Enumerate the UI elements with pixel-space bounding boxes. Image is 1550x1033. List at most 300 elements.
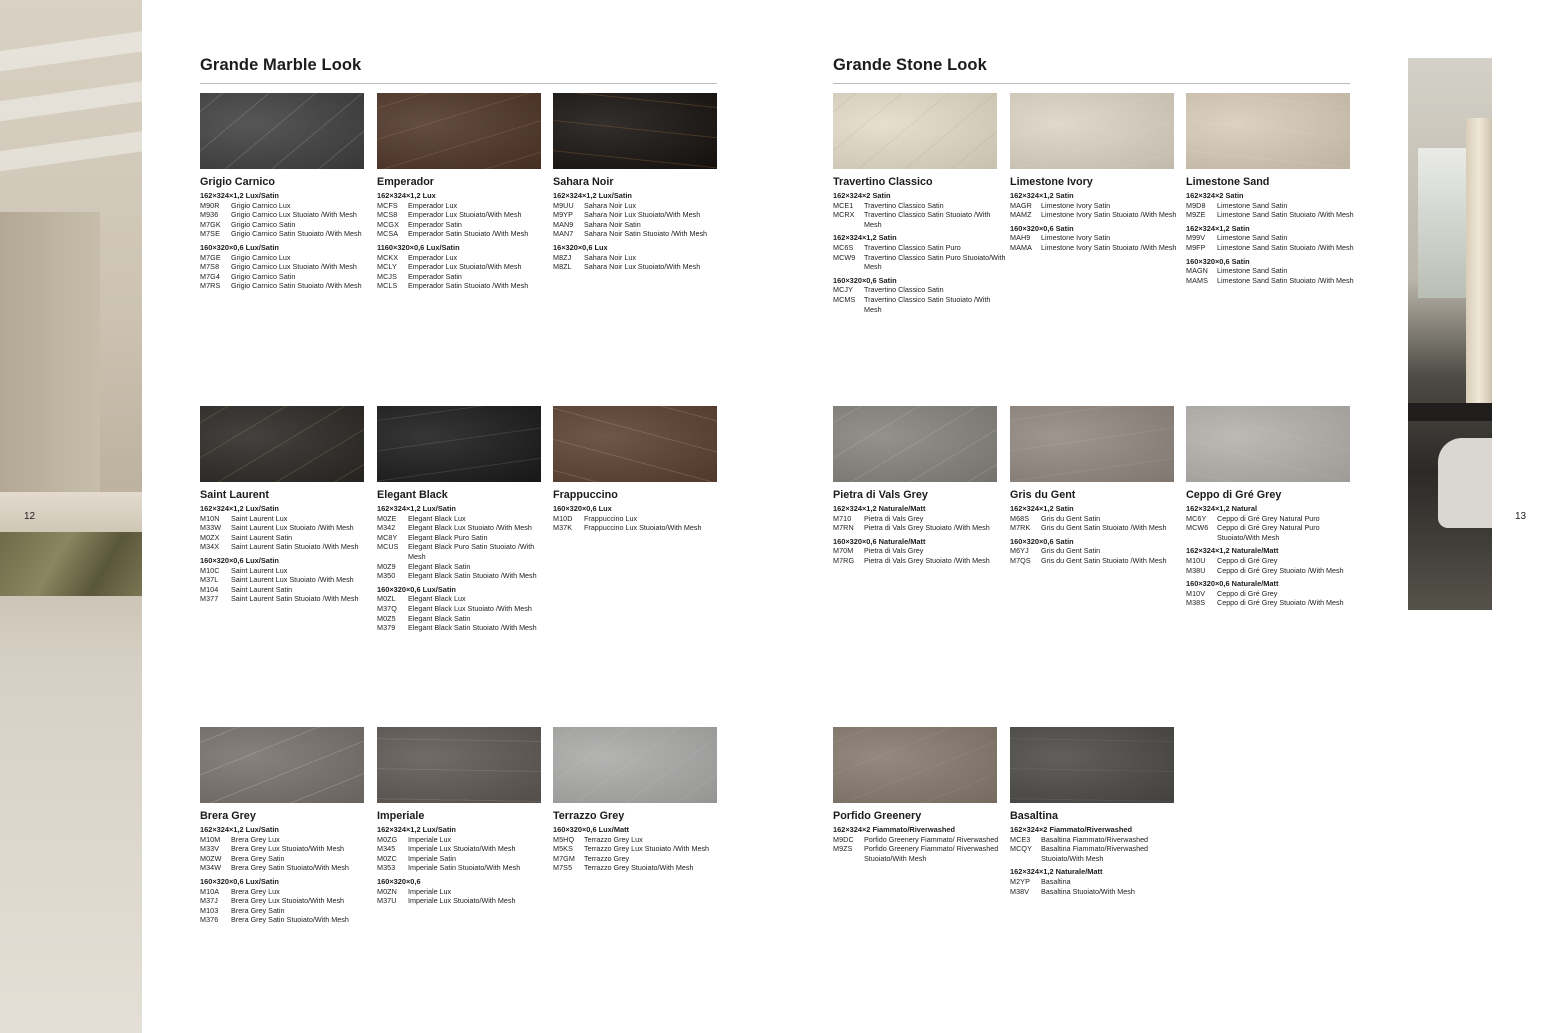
- product-code-row: [1186, 243, 1362, 253]
- product-description: Basaltina Fiammato/Riverwashed Stuoiato/With Mesh: [1041, 844, 1149, 863]
- product-name: Saint Laurent: [200, 489, 269, 501]
- product-code: M5HQ: [553, 834, 575, 844]
- product-code: MCE1: [833, 200, 854, 210]
- product-description: Emperador Lux Stuoiato/With Mesh: [408, 210, 522, 220]
- product-code: M0ZC: [377, 853, 397, 863]
- product-code: MCMS: [833, 294, 856, 304]
- product-code-row: [833, 556, 1009, 566]
- product-code: M7RS: [200, 281, 221, 291]
- product-code-row: [200, 906, 376, 916]
- dining-table: [1408, 403, 1492, 421]
- product-description: Grigio Carnico Satin Stuoiato /With Mesh: [231, 229, 362, 239]
- product-description: Saint Laurent Lux: [231, 565, 288, 575]
- product-code-row: [553, 854, 729, 864]
- product-swatch: [377, 727, 541, 803]
- product-code-row: [833, 523, 1009, 533]
- product-description: Emperador Lux: [408, 252, 458, 262]
- product-description: Brera Grey Satin: [231, 853, 285, 863]
- product-info: [377, 809, 553, 906]
- product-code-row: [200, 281, 376, 291]
- product-description: Brera Grey Satin Stuoiato/With Mesh: [231, 915, 349, 925]
- product-description: Saint Laurent Lux Stuoiato /With Mesh: [231, 575, 354, 585]
- product-code-row: [833, 844, 1009, 863]
- product-description: Elegant Black Lux Stuoiato /With Mesh: [408, 523, 532, 533]
- product-code-row: [553, 253, 729, 263]
- format-heading: 162×324×1,2 Lux/Satin: [200, 191, 279, 200]
- product-info: [1186, 175, 1362, 285]
- product-code-row: [833, 210, 1009, 229]
- product-description: Elegant Black Puro Satin: [408, 532, 488, 542]
- product-code-row: [1186, 201, 1362, 211]
- product-code-row: [1010, 844, 1186, 863]
- product-description: Imperiale Lux: [408, 834, 452, 844]
- format-heading: 160×320×0,6 Naturale/Matt: [833, 536, 926, 546]
- product-description: Emperador Satin Stuoiato /With Mesh: [408, 229, 529, 239]
- product-description: Gris du Gent Satin Stuoiato /With Mesh: [1041, 523, 1167, 533]
- product-code: M9YP: [553, 210, 573, 220]
- product-description: Grigio Carnico Lux Stuoiato /With Mesh: [231, 210, 357, 220]
- product-code-row: [200, 253, 376, 263]
- product-code: MCE3: [1010, 834, 1031, 844]
- product-code: MAN7: [553, 229, 574, 239]
- product-description: Saint Laurent Lux Stuoiato /With Mesh: [231, 523, 354, 533]
- product-code: M37U: [377, 896, 397, 906]
- product-code-row: [377, 272, 553, 282]
- product-code-row: [377, 887, 553, 897]
- format-heading: 160×320×0,6 Lux/Matt: [553, 825, 630, 834]
- product-description: Grigio Carnico Lux: [231, 200, 291, 210]
- product-code-row: [833, 835, 1009, 845]
- format-heading: 162×324×1,2 Lux/Satin: [200, 504, 279, 513]
- product-code-row: [200, 566, 376, 576]
- product-code: MCS8: [377, 210, 398, 220]
- product-code-row: [553, 863, 729, 873]
- product-code-row: [553, 220, 729, 230]
- product-code: M7GE: [200, 252, 221, 262]
- product-description: Brera Grey Lux Stuoiato/With Mesh: [231, 896, 345, 906]
- format-heading: 160×320×0,6: [377, 876, 421, 886]
- product-swatch: [200, 406, 364, 482]
- product-name: Porfido Greenery: [833, 810, 922, 822]
- product-code-row: [833, 243, 1009, 253]
- product-code-row: [377, 896, 553, 906]
- product-description: Gris du Gent Satin: [1041, 513, 1101, 523]
- product-swatch: [1010, 93, 1174, 169]
- product-code: M7QS: [1010, 555, 1031, 565]
- product-description: Brera Grey Satin: [231, 905, 285, 915]
- product-description: Elegant Black Puro Satin Stuoiato /With Mesh: [408, 542, 535, 561]
- product-description: Brera Grey Lux: [231, 834, 280, 844]
- marble-counter-front: [0, 532, 142, 596]
- ceiling-slat: [0, 76, 142, 124]
- product-code: M0Z9: [377, 561, 396, 571]
- product-code-row: [200, 835, 376, 845]
- section-divider-stone: [833, 83, 1350, 84]
- product-code: M37Q: [377, 603, 397, 613]
- product-code: MCRX: [833, 210, 855, 220]
- page-number-right: 13: [1515, 511, 1527, 522]
- product-description: Grigio Carnico Satin: [231, 271, 296, 281]
- product-code: MCKX: [377, 252, 399, 262]
- format-heading: 160×320×0,6 Satin: [1010, 536, 1074, 546]
- product-code: MAGR: [1010, 200, 1032, 210]
- product-info: [833, 809, 1009, 863]
- format-heading: 160×320×0,6 Naturale/Matt: [1186, 579, 1279, 589]
- product-code: MC6S: [833, 242, 854, 252]
- product-info: [200, 488, 376, 604]
- product-swatch: [553, 406, 717, 482]
- product-code-row: [200, 863, 376, 873]
- product-code-row: [833, 514, 1009, 524]
- product-info: [377, 175, 553, 291]
- product-description: Elegant Black Satin Stuoiato /With Mesh: [408, 571, 537, 581]
- product-name: Basaltina: [1010, 810, 1059, 822]
- ceiling-slat: [0, 26, 142, 74]
- product-code-row: [377, 533, 553, 543]
- product-description: Elegant Black Satin: [408, 561, 471, 571]
- product-code: MCLY: [377, 262, 397, 272]
- product-description: Pietra di Vals Grey Stuoiato /With Mesh: [864, 523, 990, 533]
- format-heading: 160×320×0,6 Lux/Satin: [200, 876, 279, 886]
- product-code-row: [377, 523, 553, 533]
- product-code-row: [377, 514, 553, 524]
- product-code-row: [1186, 233, 1362, 243]
- product-code: M38V: [1010, 886, 1030, 896]
- product-description: Limestone Sand Satin Stuoiato /With Mesh: [1217, 275, 1354, 285]
- product-code: M376: [200, 915, 219, 925]
- product-code: M37K: [553, 523, 573, 533]
- product-code-row: [1010, 243, 1186, 253]
- product-description: Porfido Greenery Fiammato/ Riverwashed Stuoiato/With Mesh: [864, 844, 999, 863]
- product-code-row: [200, 575, 376, 585]
- product-code: M7RN: [833, 523, 854, 533]
- interior-photo-right: [1408, 58, 1492, 610]
- product-code-row: [553, 210, 729, 220]
- product-code: M7RK: [1010, 523, 1031, 533]
- product-code: M10M: [200, 834, 221, 844]
- product-swatch: [553, 93, 717, 169]
- product-description: Gris du Gent Satin Stuoiato /With Mesh: [1041, 555, 1167, 565]
- format-heading: 162×324×1,2 Lux: [377, 191, 436, 200]
- product-code: M0ZN: [377, 886, 397, 896]
- product-description: Sahara Noir Satin: [584, 219, 641, 229]
- product-description: Elegant Black Satin Stuoiato /With Mesh: [408, 623, 537, 633]
- format-heading: 160×320×0,6 Lux/Satin: [200, 242, 279, 252]
- product-code: MAMZ: [1010, 210, 1032, 220]
- product-name: Elegant Black: [377, 489, 448, 501]
- product-code: M0ZX: [200, 532, 220, 542]
- product-code: M0ZL: [377, 594, 396, 604]
- product-code: M10U: [1186, 555, 1206, 565]
- product-code: M38U: [1186, 565, 1206, 575]
- product-code: MAGN: [1186, 266, 1208, 276]
- product-code-row: [1186, 566, 1362, 576]
- product-description: Limestone Ivory Satin Stuoiato /With Mesh: [1041, 242, 1177, 252]
- product-code: M345: [377, 844, 396, 854]
- product-code-row: [377, 835, 553, 845]
- product-code: M37J: [200, 896, 218, 906]
- product-description: Limestone Ivory Satin: [1041, 233, 1111, 243]
- product-name: Gris du Gent: [1010, 489, 1076, 501]
- product-description: Pietra di Vals Grey: [864, 546, 924, 556]
- section-divider-marble: [200, 83, 717, 84]
- product-description: Ceppo di Gré Grey Natural Puro: [1217, 513, 1320, 523]
- product-info: [200, 175, 376, 291]
- product-info: [833, 488, 1009, 566]
- product-description: Limestone Sand Satin Stuoiato /With Mesh: [1217, 210, 1354, 220]
- product-code-row: [200, 229, 376, 239]
- product-description: Emperador Lux: [408, 200, 458, 210]
- format-heading: 162×324×1,2 Natural: [1186, 504, 1258, 513]
- product-description: Limestone Sand Satin Stuoiato /With Mesh: [1217, 242, 1354, 252]
- product-description: Sahara Noir Lux: [584, 200, 636, 210]
- product-code-row: [1010, 523, 1186, 533]
- product-code: M70M: [833, 546, 854, 556]
- product-code-row: [1186, 210, 1362, 220]
- chair: [1438, 438, 1492, 528]
- product-swatch: [1010, 727, 1174, 803]
- product-code-row: [553, 523, 729, 533]
- product-code: M10D: [553, 513, 573, 523]
- product-code-row: [200, 201, 376, 211]
- product-description: Sahara Noir Lux Stuoiato/With Mesh: [584, 262, 701, 272]
- format-heading: 162×324×1,2 Lux/Satin: [553, 191, 632, 200]
- product-swatch: [377, 93, 541, 169]
- product-code: MAH9: [1010, 233, 1031, 243]
- product-description: Emperador Satin: [408, 219, 462, 229]
- product-code: M0ZW: [200, 853, 222, 863]
- product-code: M9DC: [833, 834, 854, 844]
- product-code-row: [1186, 276, 1362, 286]
- product-swatch: [200, 727, 364, 803]
- product-code: M7S8: [200, 262, 220, 272]
- product-description: Imperiale Satin: [408, 853, 456, 863]
- product-code: MCGX: [377, 219, 399, 229]
- format-heading: 162×324×1,2 Lux/Satin: [200, 825, 279, 834]
- product-code: M7S5: [553, 863, 573, 873]
- interior-photo-left: [0, 0, 142, 1033]
- product-code-row: [1186, 556, 1362, 566]
- product-description: Elegant Black Lux Stuoiato /With Mesh: [408, 603, 532, 613]
- product-code: MCJS: [377, 271, 397, 281]
- product-code: M10A: [200, 886, 220, 896]
- product-name: Frappuccino: [553, 489, 618, 501]
- product-code: M8ZL: [553, 262, 572, 272]
- product-code-row: [833, 546, 1009, 556]
- product-description: Elegant Black Satin: [408, 613, 471, 623]
- product-description: Grigio Carnico Satin Stuoiato /With Mesh: [231, 281, 362, 291]
- format-heading: 1160×320×0,6 Lux/Satin: [377, 242, 460, 252]
- product-code-row: [377, 262, 553, 272]
- product-code-row: [553, 262, 729, 272]
- format-heading: 162×324×1,2 Satin: [1010, 191, 1074, 200]
- product-code: M9ZS: [833, 844, 853, 854]
- product-description: Sahara Noir Satin Stuoiato /With Mesh: [584, 229, 708, 239]
- product-description: Basaltina: [1041, 876, 1071, 886]
- product-name: Sahara Noir: [553, 176, 614, 188]
- product-description: Travertino Classico Satin: [864, 200, 944, 210]
- product-swatch: [1186, 406, 1350, 482]
- product-description: Limestone Ivory Satin Stuoiato /With Mesh: [1041, 210, 1177, 220]
- product-code-row: [1010, 514, 1186, 524]
- product-code: M34X: [200, 542, 220, 552]
- product-code: M0Z5: [377, 613, 396, 623]
- product-code: M9UU: [553, 200, 574, 210]
- product-code-row: [200, 523, 376, 533]
- product-description: Saint Laurent Satin Stuoiato /With Mesh: [231, 594, 359, 604]
- product-code-row: [200, 844, 376, 854]
- product-code: MAMA: [1010, 242, 1032, 252]
- product-code: M99V: [1186, 233, 1206, 243]
- product-info: [553, 488, 729, 533]
- product-code: MCJY: [833, 285, 853, 295]
- product-description: Ceppo di Gré Grey Stuoiato /With Mesh: [1217, 565, 1344, 575]
- format-heading: 160×320×0,6 Lux: [553, 504, 612, 513]
- product-code: M68S: [1010, 513, 1030, 523]
- format-heading: 162×324×1,2 Satin: [1186, 223, 1250, 233]
- product-code: M350: [377, 571, 396, 581]
- product-code: MCLS: [377, 281, 398, 291]
- page-number-left: 12: [24, 511, 36, 522]
- product-code: M377: [200, 594, 219, 604]
- product-swatch: [1010, 406, 1174, 482]
- product-code-row: [200, 585, 376, 595]
- product-description: Brera Grey Satin Stuoiato/With Mesh: [231, 863, 349, 873]
- product-code-row: [1010, 835, 1186, 845]
- product-code: M37L: [200, 575, 219, 585]
- product-description: Imperiale Satin Stuoiato/With Mesh: [408, 863, 521, 873]
- product-code-row: [377, 863, 553, 873]
- product-description: Grigio Carnico Satin: [231, 219, 296, 229]
- product-description: Elegant Black Lux: [408, 594, 466, 604]
- format-heading: 162×324×1,2 Satin: [833, 233, 897, 243]
- product-code-row: [553, 201, 729, 211]
- format-heading: 162×324×1,2 Naturale/Matt: [1010, 867, 1103, 877]
- product-code-row: [833, 285, 1009, 295]
- product-swatch: [833, 727, 997, 803]
- product-description: Imperiale Lux: [408, 886, 452, 896]
- product-code-row: [553, 514, 729, 524]
- product-code: M10C: [200, 565, 220, 575]
- product-code: MCUS: [377, 542, 399, 552]
- product-code: M710: [833, 513, 852, 523]
- product-info: [377, 488, 553, 633]
- product-code-row: [1010, 233, 1186, 243]
- product-code-row: [1010, 201, 1186, 211]
- product-code-row: [553, 835, 729, 845]
- product-code: MCW6: [1186, 523, 1209, 533]
- product-info: [553, 175, 729, 272]
- product-code-row: [200, 514, 376, 524]
- product-description: Brera Grey Lux: [231, 886, 280, 896]
- product-swatch: [377, 406, 541, 482]
- product-code: M38S: [1186, 598, 1206, 608]
- product-info: [1186, 488, 1362, 608]
- product-info: [1010, 488, 1186, 566]
- product-code: M936: [200, 210, 219, 220]
- product-description: Pietra di Vals Grey Stuoiato /With Mesh: [864, 555, 990, 565]
- product-code-row: [377, 281, 553, 291]
- product-code-row: [1186, 523, 1362, 542]
- product-swatch: [1186, 93, 1350, 169]
- product-code: MAMS: [1186, 275, 1208, 285]
- product-description: Ceppo di Gré Grey: [1217, 555, 1278, 565]
- format-heading: 160×320×0,6 Lux/Satin: [377, 584, 456, 594]
- product-description: Saint Laurent Satin: [231, 532, 293, 542]
- ceiling-slat: [0, 126, 142, 174]
- product-name: Limestone Ivory: [1010, 176, 1093, 188]
- product-description: Travertino Classico Satin Puro Stuoiato/With Mesh: [864, 252, 1006, 272]
- product-description: Limestone Sand Satin: [1217, 266, 1288, 276]
- product-code-row: [200, 594, 376, 604]
- product-description: Basaltina Fiammato/Riverwashed: [1041, 834, 1149, 844]
- product-code: MCW9: [833, 252, 856, 262]
- product-info: [1010, 809, 1186, 896]
- product-code: MCQY: [1010, 844, 1032, 854]
- format-heading: 162×324×2 Satin: [1186, 191, 1244, 200]
- product-code-row: [1186, 598, 1362, 608]
- product-description: Travertino Classico Satin Stuoiato /With Mesh: [864, 294, 991, 314]
- product-code-row: [200, 887, 376, 897]
- product-code: M9FP: [1186, 242, 1206, 252]
- product-name: Pietra di Vals Grey: [833, 489, 928, 501]
- product-code: M34W: [200, 863, 222, 873]
- product-code-row: [833, 295, 1009, 314]
- product-code-row: [377, 844, 553, 854]
- product-code-row: [1010, 210, 1186, 220]
- product-code: M9D8: [1186, 200, 1206, 210]
- product-code: M7G4: [200, 271, 220, 281]
- product-description: Frappuccino Lux Stuoiato/With Mesh: [584, 523, 702, 533]
- product-code: M379: [377, 623, 396, 633]
- product-code-row: [1010, 887, 1186, 897]
- product-code: M33V: [200, 844, 220, 854]
- product-description: Emperador Lux Stuoiato/With Mesh: [408, 262, 522, 272]
- product-description: Grigio Carnico Lux: [231, 252, 291, 262]
- format-heading: 162×324×1,2 Satin: [1010, 504, 1074, 513]
- product-description: Elegant Black Lux: [408, 513, 466, 523]
- product-description: Terrazzo Grey Lux Stuoiato /With Mesh: [584, 844, 710, 854]
- product-code: M353: [377, 863, 396, 873]
- product-description: Pietra di Vals Grey: [864, 513, 924, 523]
- product-description: Terrazzo Grey Lux: [584, 834, 643, 844]
- section-title-stone: Grande Stone Look: [833, 56, 987, 74]
- product-swatch: [833, 406, 997, 482]
- product-code: M0ZG: [377, 834, 398, 844]
- product-code: MCSA: [377, 229, 399, 239]
- product-code-row: [377, 220, 553, 230]
- product-name: Ceppo di Gré Grey: [1186, 489, 1282, 501]
- product-description: Grigio Carnico Lux Stuoiato /With Mesh: [231, 262, 357, 272]
- product-code-row: [1186, 589, 1362, 599]
- product-code-row: [1010, 877, 1186, 887]
- product-code-row: [200, 272, 376, 282]
- product-code: MAN9: [553, 219, 574, 229]
- product-code-row: [1010, 546, 1186, 556]
- product-name: Travertino Classico: [833, 176, 933, 188]
- format-heading: 160×320×0,6 Lux/Satin: [200, 555, 279, 565]
- product-name: Imperiale: [377, 810, 425, 822]
- product-description: Limestone Sand Satin: [1217, 233, 1288, 243]
- product-code-row: [1186, 514, 1362, 524]
- product-code: M7SE: [200, 229, 220, 239]
- wall-panel: [0, 212, 100, 512]
- product-code: M103: [200, 905, 219, 915]
- format-heading: 162×324×1,2 Naturale/Matt: [833, 504, 926, 513]
- product-name: Limestone Sand: [1186, 176, 1270, 188]
- product-code-row: [377, 229, 553, 239]
- product-code: MCFS: [377, 200, 398, 210]
